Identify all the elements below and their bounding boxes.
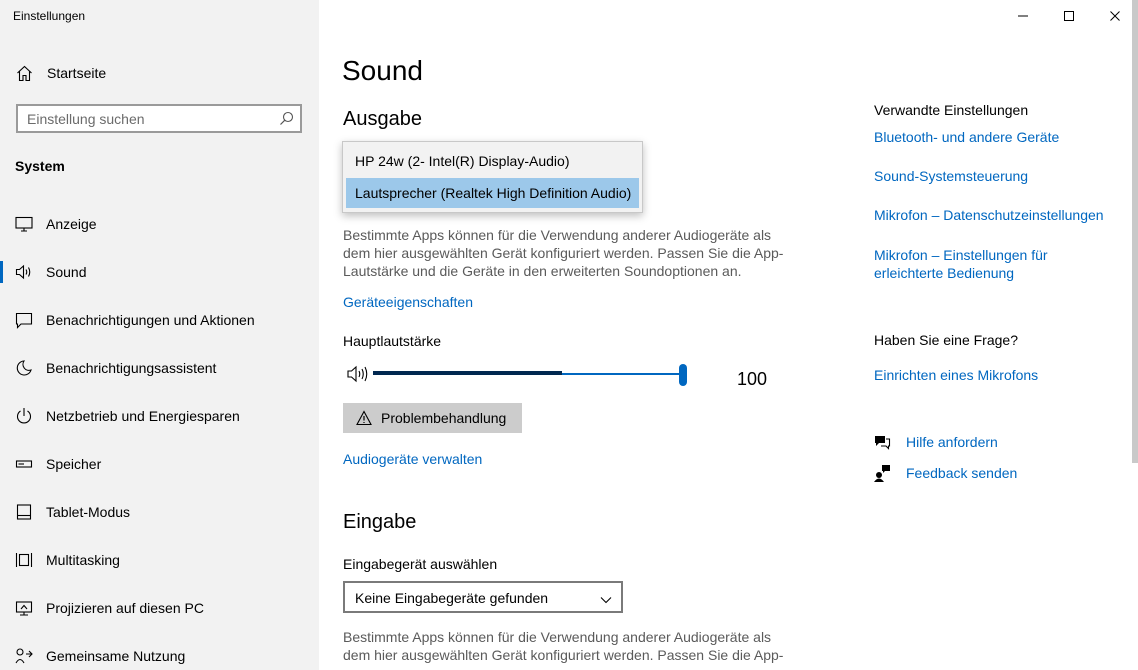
help-icon xyxy=(873,433,891,451)
close-icon xyxy=(1109,10,1121,22)
input-description: Bestimmte Apps können für die Verwendung anderer Audiogeräte als dem hier ausgewählten Gerät konfiguriert werden. Passen Sie die App- xyxy=(343,629,784,663)
app-title: Einstellungen xyxy=(13,9,86,23)
storage-icon xyxy=(15,455,33,473)
manage-audio-devices-link[interactable]: Audiogeräte verwalten xyxy=(343,451,483,467)
sidebar-item-projizieren[interactable] xyxy=(0,588,319,628)
sidebar-item-label: Netzbetrieb und Energiesparen xyxy=(46,408,240,424)
related-link-mic-accessibility[interactable]: Mikrofon – Einstellungen für erleichterte Bedienung xyxy=(874,247,1048,281)
output-description: Bestimmte Apps können für die Verwendung anderer Audiogeräte als dem hier ausgewählten Gerät konfiguriert werden. Passen Sie die App-Lautstärke und die Geräte in den erweiterten Soundoptionen an. xyxy=(343,227,784,279)
output-heading: Ausgabe xyxy=(343,108,422,130)
notification-icon xyxy=(15,311,33,329)
sidebar-item-anzeige[interactable] xyxy=(0,204,319,244)
volume-value: 100 xyxy=(737,369,768,389)
volume-slider-thumb[interactable] xyxy=(679,364,687,386)
chevron-down-icon xyxy=(600,592,612,602)
troubleshoot-button[interactable] xyxy=(343,403,522,433)
sidebar-item-label: Anzeige xyxy=(46,216,97,232)
related-settings-heading: Verwandte Einstellungen xyxy=(874,102,1029,118)
sidebar-item-label: Projizieren auf diesen PC xyxy=(46,600,204,616)
question-heading: Haben Sie eine Frage? xyxy=(874,332,1018,348)
feedback-icon xyxy=(873,464,891,482)
search-box[interactable] xyxy=(16,104,302,133)
multitasking-icon xyxy=(15,551,33,569)
sidebar-section-label: System xyxy=(15,158,65,174)
sidebar-item-label: Speicher xyxy=(46,456,102,472)
search-icon[interactable] xyxy=(279,111,294,126)
sidebar-item-netzbetrieb[interactable] xyxy=(0,396,319,436)
sidebar-item-label: Benachrichtigungen und Aktionen xyxy=(46,312,255,328)
sidebar-item-benachrichtigungen[interactable] xyxy=(0,300,319,340)
troubleshoot-label: Problembehandlung xyxy=(381,410,507,426)
sidebar-item-multitasking[interactable] xyxy=(0,540,319,580)
setup-microphone-link[interactable]: Einrichten eines Mikrofons xyxy=(874,367,1039,383)
sidebar-item-gemeinsame-nutzung[interactable] xyxy=(0,636,319,670)
speaker-volume-icon[interactable] xyxy=(347,365,369,383)
dropdown-option[interactable]: HP 24w (2- Intel(R) Display-Audio) xyxy=(355,153,570,169)
volume-meter-fill xyxy=(373,371,562,375)
sidebar-item-label: Sound xyxy=(46,264,87,280)
sidebar-item-speicher[interactable] xyxy=(0,444,319,484)
input-heading: Eingabe xyxy=(343,511,417,533)
maximize-button[interactable] xyxy=(1046,0,1092,31)
sidebar-item-benachrichtigungsassistent[interactable] xyxy=(0,348,319,388)
sidebar-item-sound[interactable] xyxy=(0,252,319,292)
maximize-icon xyxy=(1063,10,1075,22)
active-indicator xyxy=(0,261,3,283)
send-feedback-link[interactable]: Feedback senden xyxy=(906,465,1018,481)
project-icon xyxy=(15,599,33,617)
search-input[interactable] xyxy=(18,106,268,131)
output-device-dropdown-list[interactable] xyxy=(342,141,643,213)
sidebar-home[interactable] xyxy=(0,58,319,88)
related-link-sound-control-panel[interactable]: Sound-Systemsteuerung xyxy=(874,168,1029,184)
sidebar-item-label: Multitasking xyxy=(46,552,120,568)
dropdown-option-selected[interactable]: Lautsprecher (Realtek High Definition Audio) xyxy=(346,178,639,208)
scrollbar[interactable] xyxy=(1132,0,1138,463)
monitor-icon xyxy=(15,215,33,233)
page-title: Sound xyxy=(342,55,423,86)
warning-icon xyxy=(356,410,372,426)
sidebar-item-label: Gemeinsame Nutzung xyxy=(46,648,186,664)
related-link-mic-privacy[interactable]: Mikrofon – Datenschutzeinstellungen xyxy=(874,207,1104,223)
sidebar-home-label: Startseite xyxy=(47,65,107,81)
moon-icon xyxy=(15,359,33,377)
volume-slider[interactable] xyxy=(373,364,689,386)
minimize-icon xyxy=(1017,10,1029,22)
power-icon xyxy=(15,407,33,425)
tablet-icon xyxy=(15,503,33,521)
share-icon xyxy=(15,647,33,665)
sidebar-item-label: Tablet-Modus xyxy=(46,504,131,520)
sidebar-item-label: Benachrichtigungsassistent xyxy=(46,360,217,376)
sidebar-item-tablet-modus[interactable] xyxy=(0,492,319,532)
input-device-select-value: Keine Eingabegeräte gefunden xyxy=(355,590,549,606)
volume-label: Hauptlautstärke xyxy=(343,333,442,349)
home-icon xyxy=(16,65,33,82)
speaker-icon xyxy=(15,263,33,281)
minimize-button[interactable] xyxy=(1000,0,1046,31)
related-link-bluetooth[interactable]: Bluetooth- und andere Geräte xyxy=(874,129,1060,145)
input-device-label: Eingabegerät auswählen xyxy=(343,556,498,572)
device-properties-link[interactable]: Geräteeigenschaften xyxy=(343,294,473,310)
get-help-link[interactable]: Hilfe anfordern xyxy=(906,434,998,450)
sidebar xyxy=(0,0,319,670)
input-device-select[interactable] xyxy=(343,581,623,613)
